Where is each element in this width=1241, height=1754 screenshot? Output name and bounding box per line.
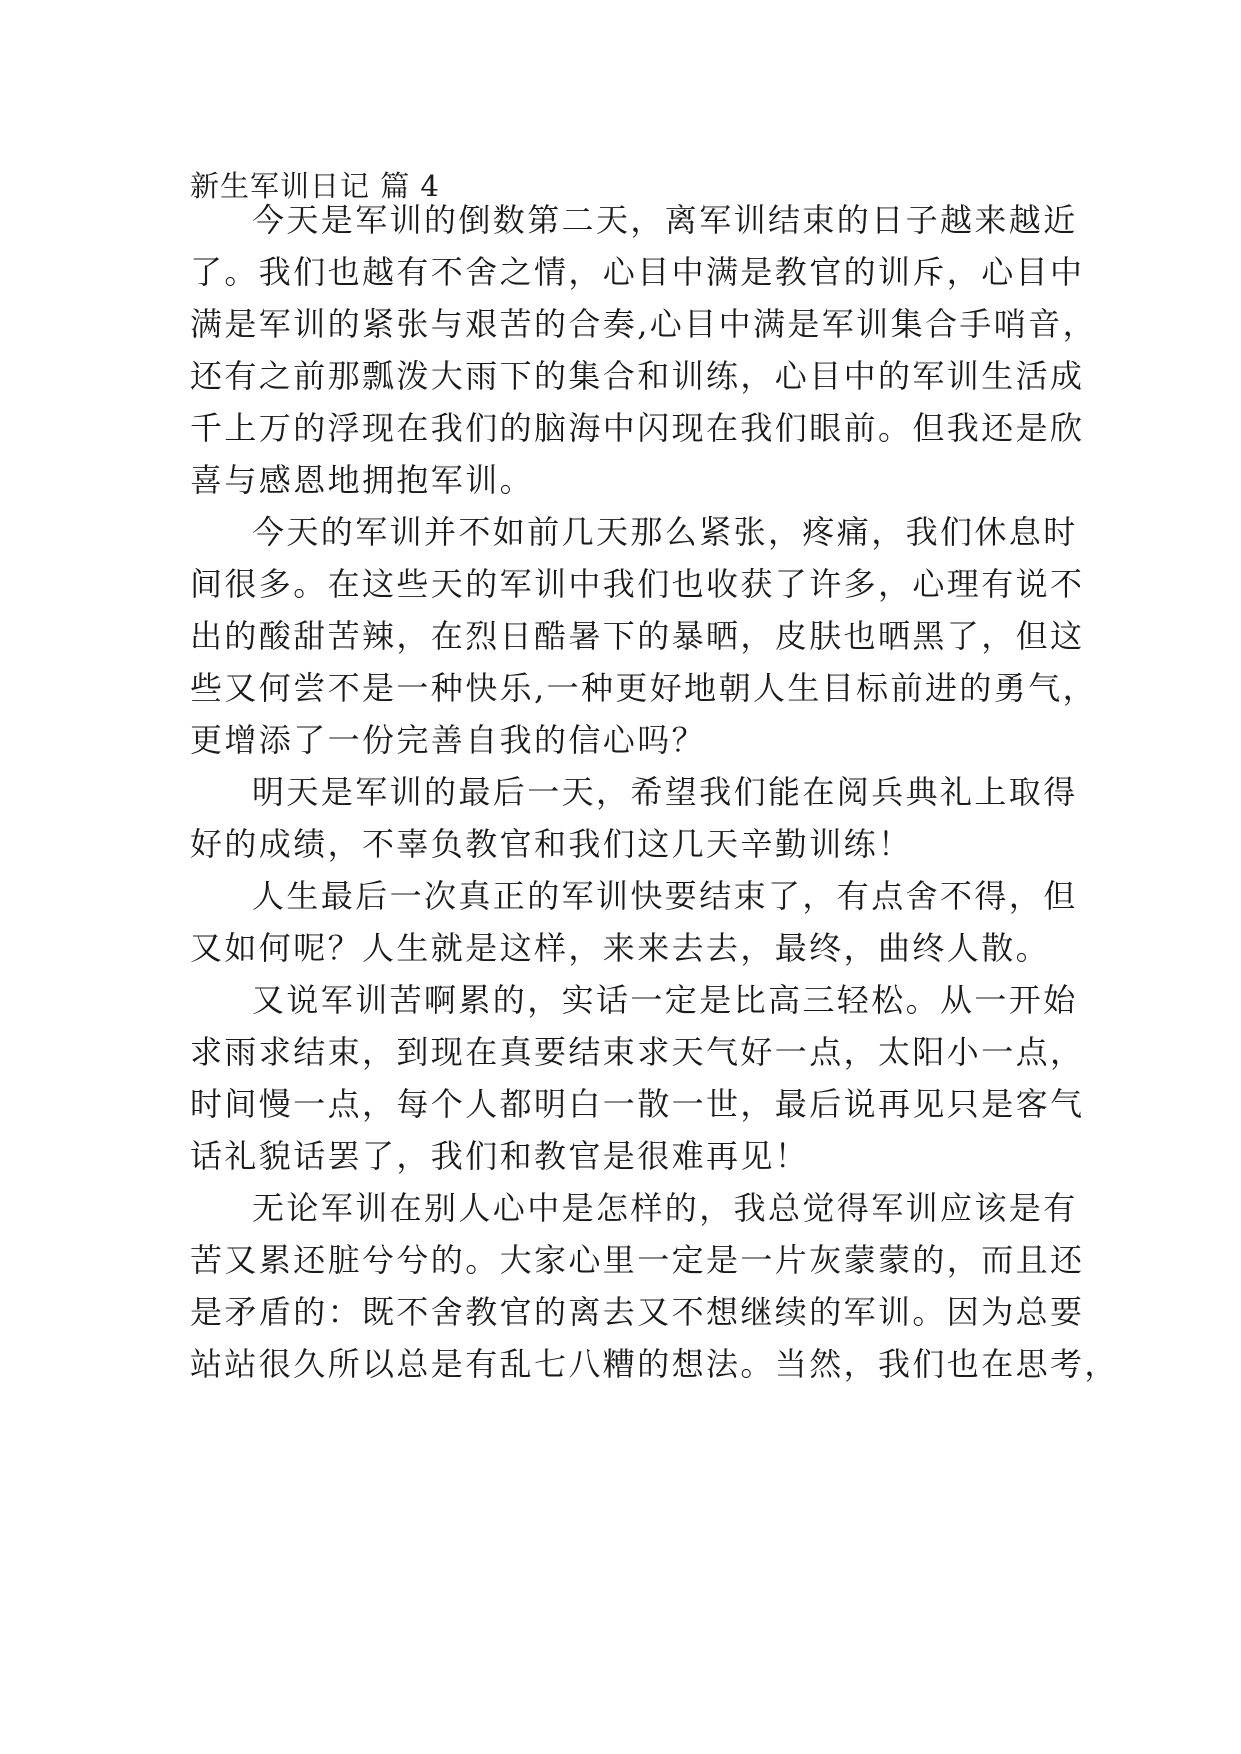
text-line: 还有之前那瓢泼大雨下的集合和训练，心目中的军训生活成 xyxy=(190,357,1085,395)
text-line: 喜与感恩地拥抱军训。 xyxy=(190,461,535,499)
text-line: 了。我们也越有不舍之情，心目中满是教官的训斥，心目中 xyxy=(190,253,1085,291)
text-line: 人生最后一次真正的军训快要结束了，有点舍不得，但 xyxy=(252,877,1078,915)
document-title: 新生军训日记 篇 4 xyxy=(190,169,440,203)
text-line: 苦又累还脏兮兮的。大家心里一定是一片灰蒙蒙的，而且还 xyxy=(190,1241,1085,1279)
text-line: 好的成绩，不辜负教官和我们这几天辛勤训练！ xyxy=(190,825,913,863)
text-line: 出的酸甜苦辣，在烈日酷暑下的暴晒，皮肤也晒黑了，但这 xyxy=(190,617,1085,655)
text-line: 求雨求结束，到现在真要结束求天气好一点，太阳小一点， xyxy=(190,1033,1085,1071)
text-line: 明天是军训的最后一天，希望我们能在阅兵典礼上取得 xyxy=(252,773,1078,811)
text-line: 今天是军训的倒数第二天，离军训结束的日子越来越近 xyxy=(252,201,1078,239)
text-line: 些又何尝不是一种快乐,一种更好地朝人生目标前进的勇气， xyxy=(190,669,1097,707)
text-line: 话礼貌话罢了，我们和教官是很难再见！ xyxy=(190,1137,810,1175)
text-line: 站站很久所以总是有乱七八糟的想法。当然，我们也在思考， xyxy=(190,1345,1119,1383)
text-line: 间很多。在这些天的军训中我们也收获了许多，心理有说不 xyxy=(190,565,1085,603)
text-line: 又说军训苦啊累的，实话一定是比高三轻松。从一开始 xyxy=(252,981,1078,1019)
text-line: 无论军训在别人心中是怎样的，我总觉得军训应该是有 xyxy=(252,1189,1078,1227)
text-line: 今天的军训并不如前几天那么紧张，疼痛，我们休息时 xyxy=(252,513,1078,551)
text-line: 更增添了一份完善自我的信心吗？ xyxy=(190,721,707,759)
text-line: 满是军训的紧张与艰苦的合奏,心目中满是军训集合手哨音， xyxy=(190,305,1097,343)
text-line: 又如何呢？人生就是这样，来来去去，最终，曲终人散。 xyxy=(190,929,1051,967)
text-line: 千上万的浮现在我们的脑海中闪现在我们眼前。但我还是欣 xyxy=(190,409,1085,447)
text-line: 是矛盾的：既不舍教官的离去又不想继续的军训。因为总要 xyxy=(190,1293,1085,1331)
text-line: 时间慢一点，每个人都明白一散一世，最后说再见只是客气 xyxy=(190,1085,1085,1123)
